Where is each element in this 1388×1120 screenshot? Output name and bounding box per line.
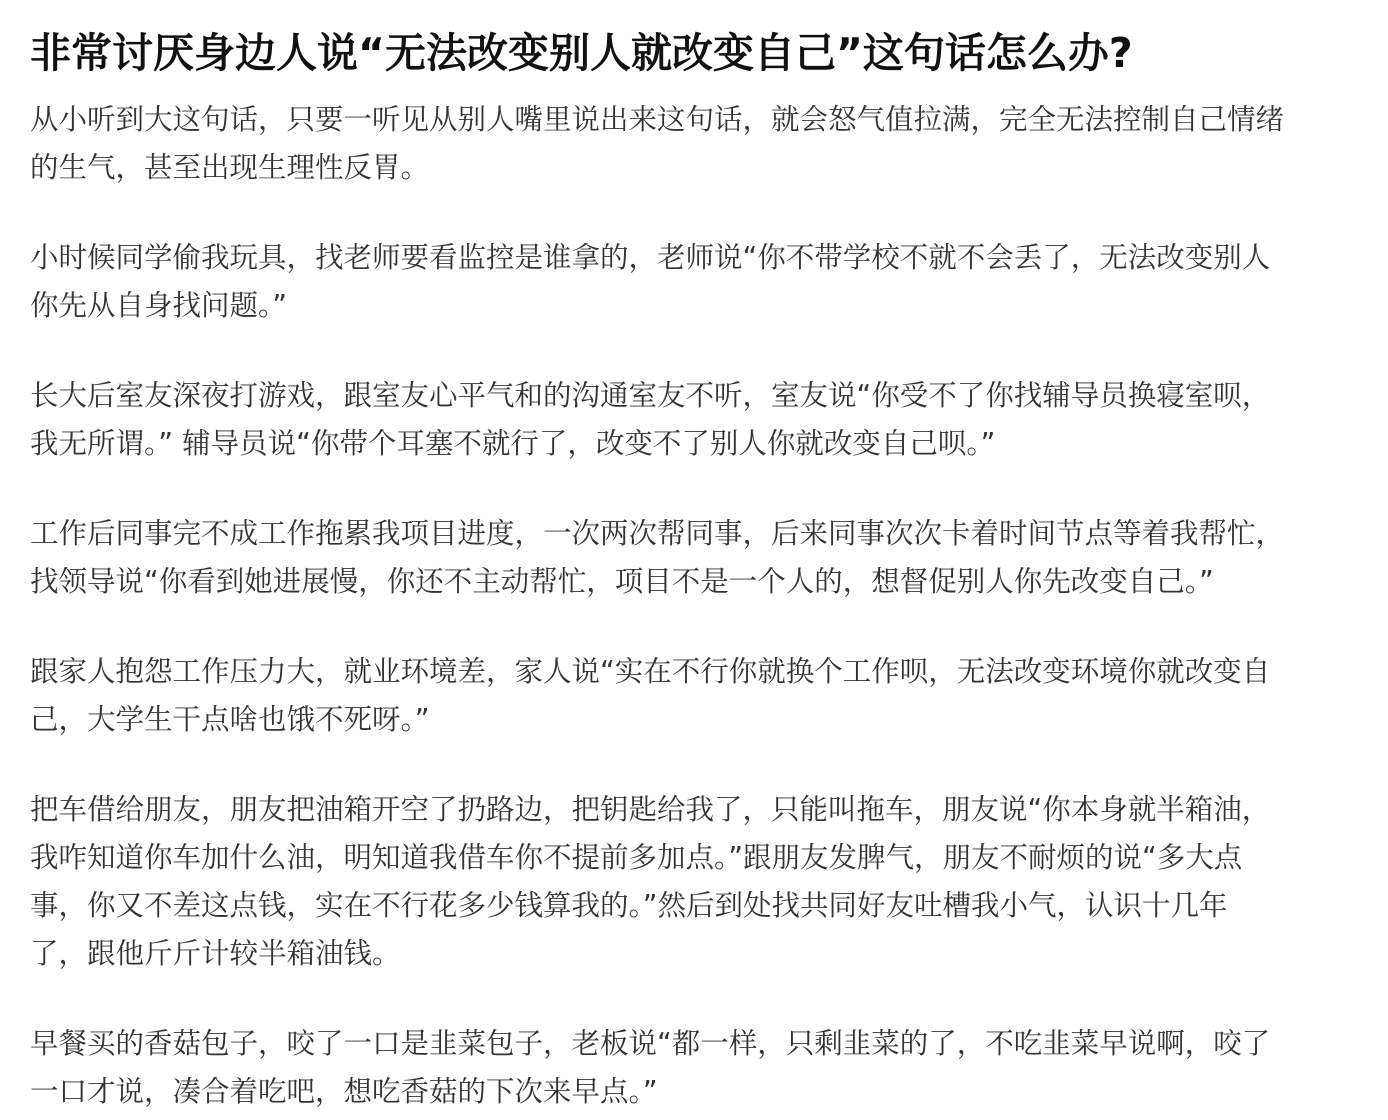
article-title: 非常讨厌身边人说“无法改变别人就改变自己”这句话怎么办? [30, 29, 1133, 77]
paragraph-line: 找领导说“你看到她进展慢，你还不主动帮忙，项目不是一个人的，想督促别人你先改变自己。” [30, 565, 1214, 598]
paragraph-line: 的生气，甚至出现生理性反胃。 [30, 151, 430, 184]
paragraph-2 [30, 234, 1360, 330]
paragraph-line: 从小听到大这句话，只要一听见从别人嘴里说出来这句话，就会怒气值拉满，完全无法控制自己情绪 [30, 103, 1285, 136]
paragraph-spacer [30, 606, 1360, 648]
paragraph-line: 小时候同学偷我玩具，找老师要看监控是谁拿的，老师说“你不带学校不就不会丢了，无法改变别人 [30, 241, 1271, 274]
paragraph-line: 事，你又不差这点钱，实在不行花多少钱算我的。”然后到处找共同好友吐槽我小气，认识十几年 [30, 889, 1228, 922]
paragraph-line: 跟家人抱怨工作压力大，就业环境差，家人说“实在不行你就换个工作呗，无法改变环境你就改变自 [30, 655, 1271, 688]
paragraph-line: 早餐买的香菇包子，咬了一口是韭菜包子，老板说“都一样，只剩韭菜的了，不吃韭菜早说啊，咬了 [30, 1027, 1271, 1060]
paragraph-line: 我无所谓。” 辅导员说“你带个耳塞不就行了，改变不了别人你就改变自己呗。” [30, 427, 996, 460]
paragraph-3 [30, 372, 1360, 468]
paragraph-line: 一口才说，凑合着吃吧，想吃香菇的下次来早点。” [30, 1075, 658, 1108]
paragraph-spacer [30, 192, 1360, 234]
paragraph-5 [30, 648, 1360, 744]
paragraph-line: 工作后同事完不成工作拖累我项目进度，一次两次帮同事，后来同事次次卡着时间节点等着我帮忙， [30, 517, 1285, 550]
paragraph-line: 把车借给朋友，朋友把油箱开空了扔路边，把钥匙给我了，只能叫拖车，朋友说“你本身就半箱油， [30, 793, 1271, 826]
paragraph-4 [30, 510, 1360, 606]
paragraph-6 [30, 786, 1360, 978]
paragraph-7 [30, 1020, 1360, 1116]
paragraph-spacer [30, 330, 1360, 372]
paragraph-1 [30, 96, 1360, 192]
paragraph-line: 长大后室友深夜打游戏，跟室友心平气和的沟通室友不听，室友说“你受不了你找辅导员换寝室呗， [30, 379, 1271, 412]
paragraph-spacer [30, 978, 1360, 1020]
paragraph-line: 了，跟他斤斤计较半箱油钱。 [30, 937, 401, 970]
paragraph-line: 你先从自身找问题。” [30, 289, 288, 322]
paragraph-line: 我咋知道你车加什么油，明知道我借车你不提前多加点。”跟朋友发脾气，朋友不耐烦的说“多大点 [30, 841, 1243, 874]
paragraph-spacer [30, 468, 1360, 510]
article [30, 24, 1360, 1116]
paragraph-spacer [30, 744, 1360, 786]
paragraph-line: 己，大学生干点啥也饿不死呀。” [30, 703, 430, 736]
